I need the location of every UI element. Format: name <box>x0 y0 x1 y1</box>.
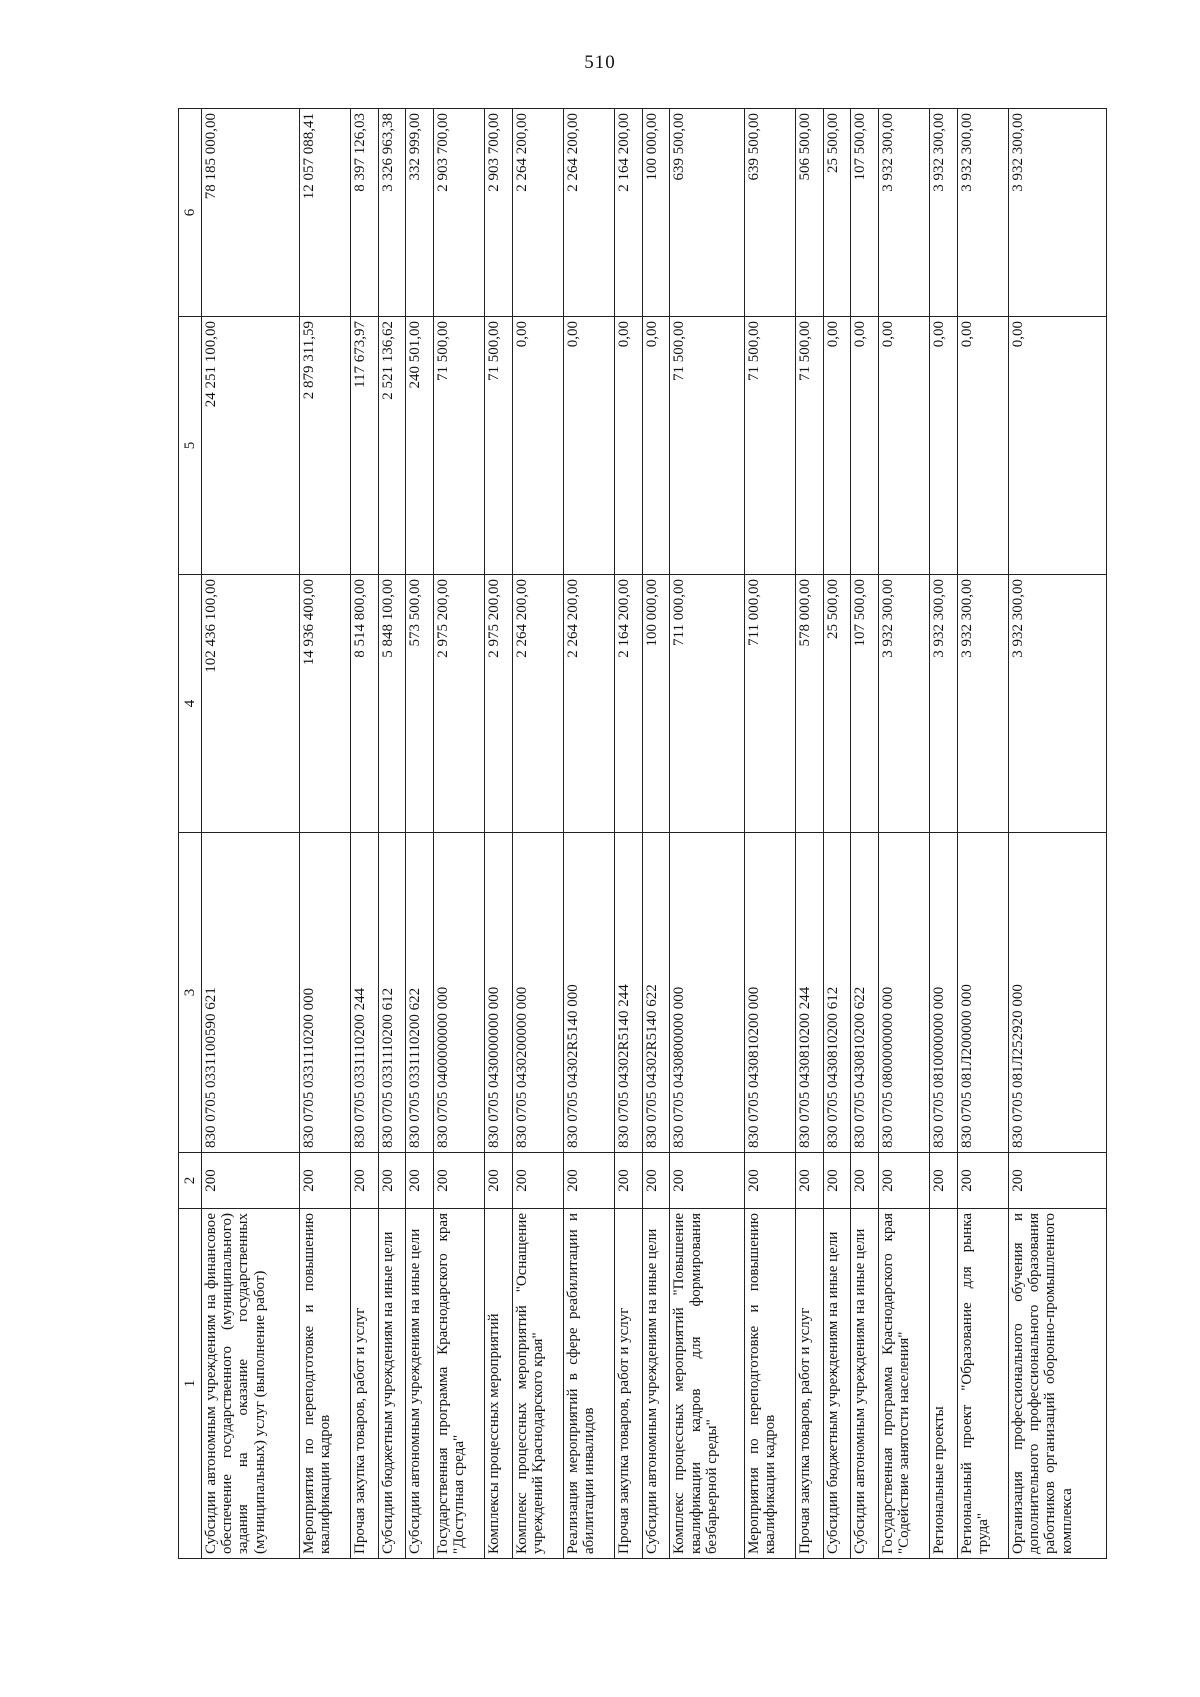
table-row <box>957 109 1008 1559</box>
row-amount-col5-cell: 0,00 <box>823 317 851 575</box>
table-header-row <box>179 109 202 1559</box>
row-amount-col6-cell: 639 500,00 <box>744 109 795 317</box>
row-code-cell: 830 0705 0430200000 000 <box>512 833 563 1153</box>
row-group-cell: 200 <box>744 1153 795 1209</box>
row-code-cell: 830 0705 0331110200 622 <box>406 833 434 1153</box>
row-amount-col4-cell: 14 936 400,00 <box>299 575 350 833</box>
row-name-cell: Мероприятия по переподготовке и повышению квалификации кадров <box>744 1209 795 1559</box>
row-amount-col5-cell: 0,00 <box>563 317 614 575</box>
row-name-cell: Государственная программа Краснодарского края "Доступная среда" <box>434 1209 485 1559</box>
row-name-cell: Прочая закупка товаров, работ и услуг <box>350 1209 378 1559</box>
row-amount-col5-cell: 71 500,00 <box>796 317 824 575</box>
row-amount-col5-cell: 0,00 <box>615 317 643 575</box>
row-group-cell: 200 <box>406 1153 434 1209</box>
row-name-cell: Государственная программа Краснодарского края "Содействие занятости населения" <box>879 1209 930 1559</box>
row-amount-col4-cell: 25 500,00 <box>823 575 851 833</box>
row-code-cell: 830 0705 0331110200 244 <box>350 833 378 1153</box>
row-code-cell: 830 0705 0430810200 000 <box>744 833 795 1153</box>
table-row <box>350 109 378 1559</box>
table-row <box>202 109 300 1559</box>
row-amount-col4-cell: 3 932 300,00 <box>1009 575 1107 833</box>
row-amount-col6-cell: 100 000,00 <box>642 109 670 317</box>
row-group-cell: 200 <box>851 1153 879 1209</box>
row-code-cell: 830 0705 081Л252920 000 <box>1009 833 1107 1153</box>
table-row <box>406 109 434 1559</box>
row-amount-col4-cell: 2 264 200,00 <box>563 575 614 833</box>
row-amount-col5-cell: 71 500,00 <box>744 317 795 575</box>
table-row <box>642 109 670 1559</box>
row-name-cell: Комплекс процессных мероприятий "Оснащение учреждений Краснодарского края" <box>512 1209 563 1559</box>
table-row <box>378 109 406 1559</box>
row-name-cell: Региональные проекты <box>930 1209 958 1559</box>
budget-table <box>178 108 1107 1559</box>
row-amount-col4-cell: 711 000,00 <box>744 575 795 833</box>
row-code-cell: 830 0705 0430810200 244 <box>796 833 824 1153</box>
row-name-cell: Субсидии автономным учреждениям на финансовое обеспечение государственного (муниципального) задания на оказание государственных (муниципальных) услуг (выполнение работ) <box>202 1209 300 1559</box>
row-code-cell: 830 0705 04302R5140 000 <box>563 833 614 1153</box>
row-amount-col4-cell: 2 975 200,00 <box>434 575 485 833</box>
row-amount-col5-cell: 0,00 <box>642 317 670 575</box>
row-group-cell: 200 <box>378 1153 406 1209</box>
row-amount-col6-cell: 8 397 126,03 <box>350 109 378 317</box>
row-group-cell: 200 <box>823 1153 851 1209</box>
row-group-cell: 200 <box>670 1153 744 1209</box>
row-code-cell: 830 0705 04302R5140 244 <box>615 833 643 1153</box>
row-group-cell: 200 <box>299 1153 350 1209</box>
row-code-cell: 830 0705 0430000000 000 <box>485 833 513 1153</box>
table-row <box>851 109 879 1559</box>
table-row <box>670 109 744 1559</box>
row-code-cell: 830 0705 0331100590 621 <box>202 833 300 1153</box>
column-header: 1 <box>179 1209 202 1559</box>
row-amount-col4-cell: 3 932 300,00 <box>930 575 958 833</box>
row-amount-col5-cell: 0,00 <box>957 317 1008 575</box>
row-amount-col5-cell: 71 500,00 <box>485 317 513 575</box>
row-amount-col5-cell: 0,00 <box>851 317 879 575</box>
row-code-cell: 830 0705 0430810200 612 <box>823 833 851 1153</box>
row-amount-col4-cell: 8 514 800,00 <box>350 575 378 833</box>
row-name-cell: Организация профессионального обучения и дополнительного профессионального образования работников организаций оборонно-промышленного комплекса <box>1009 1209 1107 1559</box>
row-amount-col4-cell: 100 000,00 <box>642 575 670 833</box>
rotated-table-container <box>178 109 1107 1559</box>
table-row <box>744 109 795 1559</box>
table-row <box>434 109 485 1559</box>
row-amount-col6-cell: 3 932 300,00 <box>930 109 958 317</box>
row-name-cell: Комплекс процессных мероприятий "Повышение квалификации кадров для формирования безбарьерной среды" <box>670 1209 744 1559</box>
column-header: 4 <box>179 575 202 833</box>
row-amount-col6-cell: 2 264 200,00 <box>563 109 614 317</box>
row-amount-col6-cell: 2 264 200,00 <box>512 109 563 317</box>
row-code-cell: 830 0705 04302R5140 622 <box>642 833 670 1153</box>
row-group-cell: 200 <box>202 1153 300 1209</box>
row-amount-col5-cell: 117 673,97 <box>350 317 378 575</box>
row-amount-col6-cell: 506 500,00 <box>796 109 824 317</box>
row-group-cell: 200 <box>796 1153 824 1209</box>
row-amount-col6-cell: 12 057 088,41 <box>299 109 350 317</box>
table-row <box>485 109 513 1559</box>
row-amount-col5-cell: 0,00 <box>1009 317 1107 575</box>
row-group-cell: 200 <box>350 1153 378 1209</box>
row-amount-col6-cell: 639 500,00 <box>670 109 744 317</box>
row-group-cell: 200 <box>485 1153 513 1209</box>
row-code-cell: 830 0705 0810000000 000 <box>930 833 958 1153</box>
row-amount-col5-cell: 240 501,00 <box>406 317 434 575</box>
row-name-cell: Субсидии автономным учреждениям на иные цели <box>851 1209 879 1559</box>
table-body <box>202 109 1107 1559</box>
row-amount-col5-cell: 71 500,00 <box>434 317 485 575</box>
row-name-cell: Субсидии автономным учреждениям на иные цели <box>642 1209 670 1559</box>
row-group-cell: 200 <box>642 1153 670 1209</box>
row-code-cell: 830 0705 0400000000 000 <box>434 833 485 1153</box>
column-header: 6 <box>179 109 202 317</box>
row-group-cell: 200 <box>879 1153 930 1209</box>
row-amount-col6-cell: 3 932 300,00 <box>957 109 1008 317</box>
row-group-cell: 200 <box>512 1153 563 1209</box>
row-amount-col4-cell: 3 932 300,00 <box>879 575 930 833</box>
row-amount-col4-cell: 3 932 300,00 <box>957 575 1008 833</box>
row-group-cell: 200 <box>563 1153 614 1209</box>
row-amount-col5-cell: 0,00 <box>879 317 930 575</box>
row-amount-col6-cell: 3 932 300,00 <box>879 109 930 317</box>
row-amount-col5-cell: 71 500,00 <box>670 317 744 575</box>
row-amount-col5-cell: 24 251 100,00 <box>202 317 300 575</box>
row-code-cell: 830 0705 0331110200 000 <box>299 833 350 1153</box>
row-amount-col4-cell: 2 264 200,00 <box>512 575 563 833</box>
row-amount-col4-cell: 711 000,00 <box>670 575 744 833</box>
table-row <box>823 109 851 1559</box>
row-amount-col6-cell: 2 903 700,00 <box>434 109 485 317</box>
row-code-cell: 830 0705 0430800000 000 <box>670 833 744 1153</box>
row-amount-col4-cell: 107 500,00 <box>851 575 879 833</box>
row-name-cell: Реализация мероприятий в сфере реабилитации и абилитации инвалидов <box>563 1209 614 1559</box>
table-row <box>796 109 824 1559</box>
row-amount-col6-cell: 2 903 700,00 <box>485 109 513 317</box>
row-name-cell: Прочая закупка товаров, работ и услуг <box>796 1209 824 1559</box>
row-amount-col5-cell: 0,00 <box>930 317 958 575</box>
table-row <box>615 109 643 1559</box>
table-row <box>879 109 930 1559</box>
table-row <box>563 109 614 1559</box>
row-amount-col5-cell: 2 521 136,62 <box>378 317 406 575</box>
table-row <box>512 109 563 1559</box>
row-amount-col4-cell: 2 164 200,00 <box>615 575 643 833</box>
row-amount-col6-cell: 3 326 963,38 <box>378 109 406 317</box>
row-name-cell: Субсидии бюджетным учреждениям на иные цели <box>378 1209 406 1559</box>
row-name-cell: Субсидии бюджетным учреждениям на иные цели <box>823 1209 851 1559</box>
row-amount-col6-cell: 3 932 300,00 <box>1009 109 1107 317</box>
row-name-cell: Субсидии автономным учреждениям на иные цели <box>406 1209 434 1559</box>
row-amount-col4-cell: 102 436 100,00 <box>202 575 300 833</box>
table-row <box>930 109 958 1559</box>
row-amount-col6-cell: 2 164 200,00 <box>615 109 643 317</box>
row-group-cell: 200 <box>957 1153 1008 1209</box>
row-amount-col4-cell: 578 000,00 <box>796 575 824 833</box>
row-amount-col5-cell: 2 879 311,59 <box>299 317 350 575</box>
row-name-cell: Региональный проект "Образование для рынка труда" <box>957 1209 1008 1559</box>
row-group-cell: 200 <box>1009 1153 1107 1209</box>
row-code-cell: 830 0705 081Л200000 000 <box>957 833 1008 1153</box>
table-row <box>299 109 350 1559</box>
column-header: 5 <box>179 317 202 575</box>
column-header: 3 <box>179 833 202 1153</box>
row-name-cell: Мероприятия по переподготовке и повышению квалификации кадров <box>299 1209 350 1559</box>
row-code-cell: 830 0705 0331110200 612 <box>378 833 406 1153</box>
row-code-cell: 830 0705 0800000000 000 <box>879 833 930 1153</box>
row-group-cell: 200 <box>615 1153 643 1209</box>
row-group-cell: 200 <box>434 1153 485 1209</box>
row-group-cell: 200 <box>930 1153 958 1209</box>
table-row <box>1009 109 1107 1559</box>
row-amount-col4-cell: 2 975 200,00 <box>485 575 513 833</box>
row-name-cell: Прочая закупка товаров, работ и услуг <box>615 1209 643 1559</box>
row-amount-col5-cell: 0,00 <box>512 317 563 575</box>
row-amount-col6-cell: 107 500,00 <box>851 109 879 317</box>
column-header: 2 <box>179 1153 202 1209</box>
row-amount-col4-cell: 573 500,00 <box>406 575 434 833</box>
row-amount-col4-cell: 5 848 100,00 <box>378 575 406 833</box>
row-name-cell: Комплексы процессных мероприятий <box>485 1209 513 1559</box>
row-amount-col6-cell: 25 500,00 <box>823 109 851 317</box>
row-amount-col6-cell: 78 185 000,00 <box>202 109 300 317</box>
page-number: 510 <box>584 52 616 73</box>
row-code-cell: 830 0705 0430810200 622 <box>851 833 879 1153</box>
row-amount-col6-cell: 332 999,00 <box>406 109 434 317</box>
